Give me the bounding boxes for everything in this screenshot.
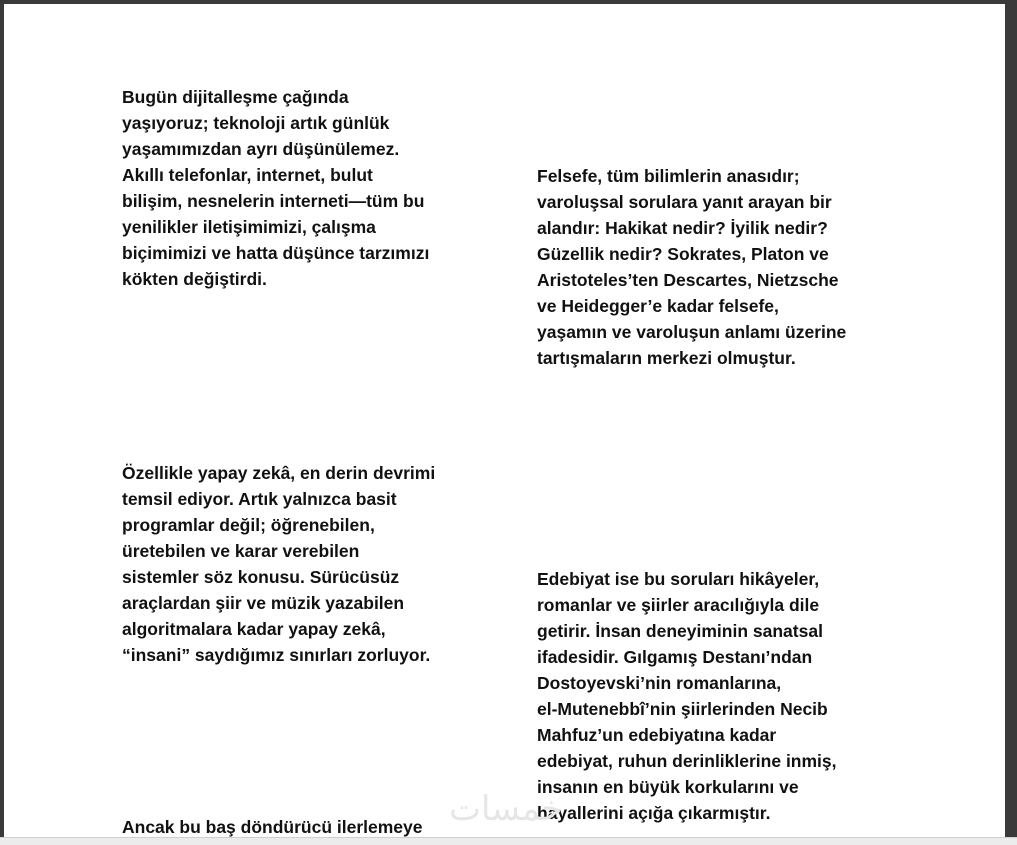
text-line: yenilikler iletişimimizi, çalışma [122,217,376,237]
text-line: temsil ediyor. Artık yalnızca basit [122,489,397,509]
text-line: Özellikle yapay zekâ, en derin devrimi [122,463,436,483]
text-line: varoluşsal sorulara yanıt arayan bir [537,192,832,212]
turkish-paragraph [122,814,423,837]
text-line: hayallerini açığa çıkarmıştır. [537,803,771,823]
text-line: Akıllı telefonlar, internet, bulut [122,165,373,185]
text-line: tartışmaların merkezi olmuştur. [537,348,796,368]
text-line: alandır: Hakikat nedir? İyilik nedir? [537,218,828,238]
text-line: Felsefe, tüm bilimlerin anasıdır; [537,166,800,186]
text-line: kökten değiştirdi. [122,269,267,289]
watermark-logo: خمسات [449,790,563,828]
text-line: Edebiyat ise bu soruları hikâyeler, [537,569,820,589]
text-line: Mahfuz’un edebiyatına kadar [537,725,777,745]
text-line: edebiyat, ruhun derinliklerine inmiş, [537,751,837,771]
turkish-paragraph [537,163,846,371]
text-line: üretebilen ve karar verebilen [122,541,360,561]
text-line: Aristoteles’ten Descartes, Nietzsche [537,270,839,290]
turkish-paragraph [122,460,435,668]
text-line: algoritmalara kadar yapay zekâ, [122,619,386,639]
text-line: ifadesidir. Gılgamış Destanı’ndan [537,647,813,667]
text-line: ve Heidegger’e kadar felsefe, [537,296,779,316]
text-line: romanlar ve şiirler aracılığıyla dile [537,595,820,615]
text-line: bilişim, nesnelerin interneti—tüm bu [122,191,425,211]
text-line: yaşamın ve varoluşun anlamı üzerine [537,322,847,342]
text-line: yaşıyoruz; teknoloji artık günlük [122,113,390,133]
turkish-paragraph [122,84,429,292]
scrollbar-track[interactable] [1005,0,1017,837]
text-line: el-Mutenebbî’nin şiirlerinden Necib [537,699,828,719]
text-line: sistemler söz konusu. Sürücüsüz [122,567,400,587]
text-line: Ancak bu baş döndürücü ilerlemeye [122,817,423,837]
text-line: araçlardan şiir ve müzik yazabilen [122,593,405,613]
text-line: Bugün dijitalleşme çağında [122,87,349,107]
text-line: programlar değil; öğrenebilen, [122,515,375,535]
text-line: getirir. İnsan deneyiminin sanatsal [537,621,823,641]
text-line: biçimimizi ve hatta düşünce tarzımızı [122,243,430,263]
turkish-paragraph [537,566,837,826]
text-line: yaşamımızdan ayrı düşünülemez. [122,139,400,159]
document-page [4,4,1005,837]
text-line: Dostoyevski’nin romanlarına, [537,673,782,693]
text-line: “insani” saydığımız sınırları zorluyor. [122,645,431,665]
text-line: insanın en büyük korkularını ve [537,777,799,797]
text-line: Güzellik nedir? Sokrates, Platon ve [537,244,829,264]
